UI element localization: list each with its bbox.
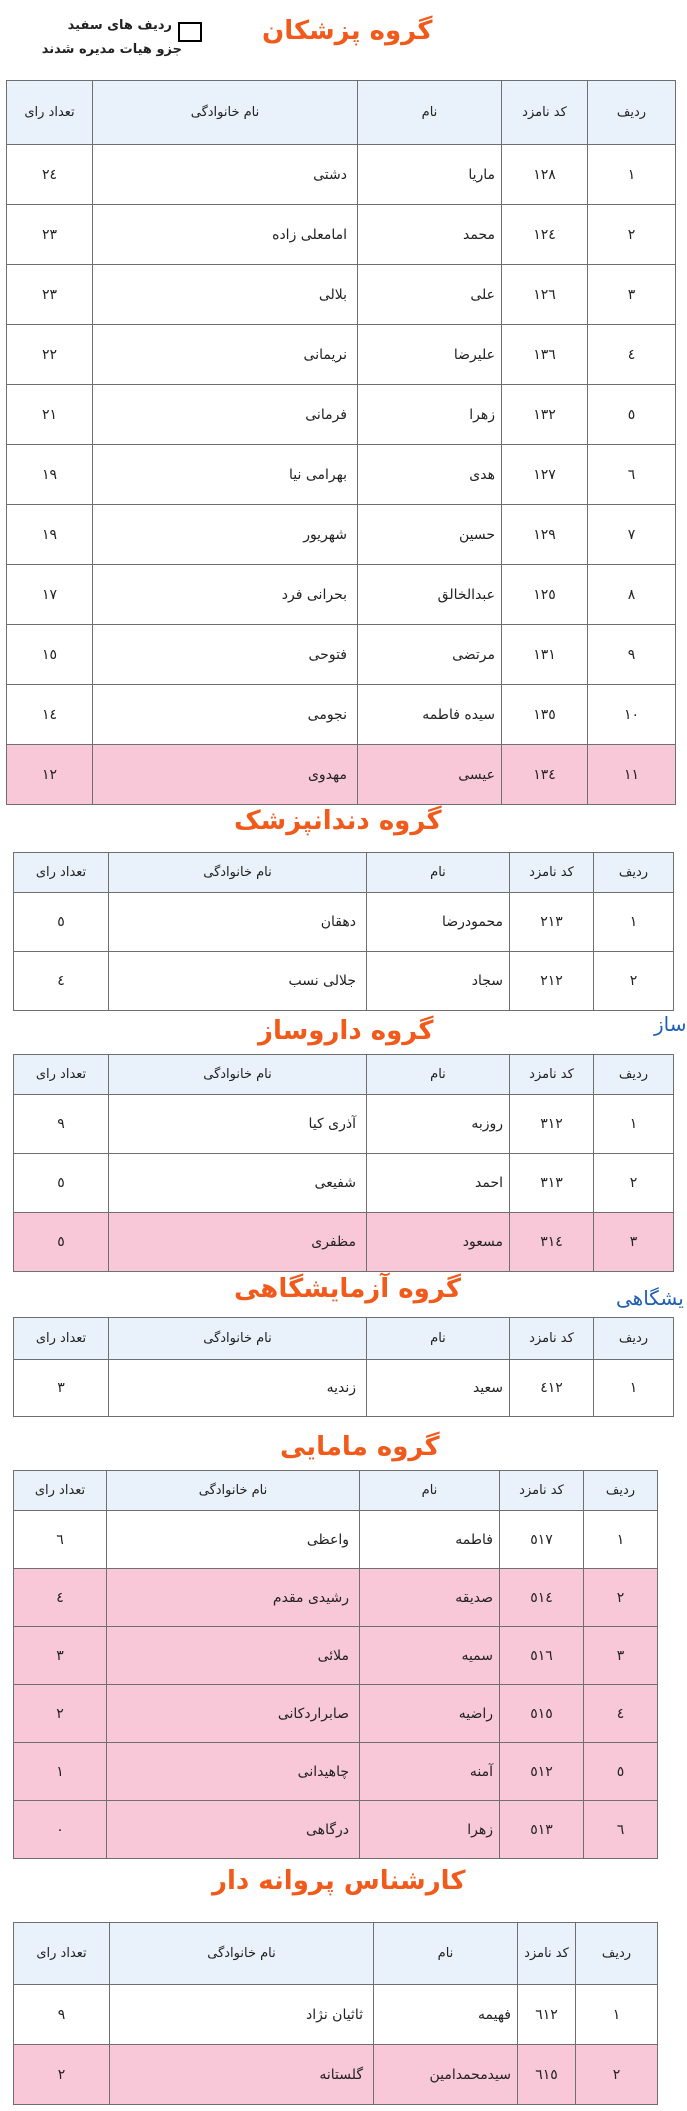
cell-name: مرتضی	[358, 625, 502, 685]
table-row	[14, 1154, 674, 1213]
cell-votes: ۱	[14, 1743, 107, 1801]
cell-name: آمنه	[360, 1743, 500, 1801]
cell-row: ٤	[584, 1685, 658, 1743]
table-row	[14, 2045, 658, 2105]
cell-name: روزبه	[367, 1095, 510, 1154]
table-row	[7, 445, 676, 505]
cell-code: ۱۳٦	[502, 325, 588, 385]
cell-code: ۱۲۹	[502, 505, 588, 565]
header-code: کد نامزد	[510, 853, 594, 893]
cell-row: ۲	[594, 1154, 674, 1213]
cell-name: مسعود	[367, 1213, 510, 1272]
cell-name: سجاد	[367, 952, 510, 1011]
cell-row: ۲	[576, 2045, 658, 2105]
cell-row: ۱	[584, 1511, 658, 1569]
cell-code: ۳۱٤	[510, 1213, 594, 1272]
group-title-licensed-expert: کارشناس پروانه دار	[212, 1866, 466, 1896]
cell-votes: ٥	[14, 1213, 109, 1272]
cell-votes: ۲٤	[7, 145, 93, 205]
cell-row: ۲	[594, 952, 674, 1011]
table-row	[14, 1985, 658, 2045]
cell-code: ٤۱۲	[510, 1360, 594, 1417]
cell-row: ۲	[588, 205, 676, 265]
table-row	[7, 505, 676, 565]
cell-family: فرمانی	[93, 385, 358, 445]
header-votes: تعداد رای	[7, 81, 93, 145]
cell-row: ٦	[588, 445, 676, 505]
cell-code: ٥۱٤	[500, 1569, 584, 1627]
cell-code: ۱۲٤	[502, 205, 588, 265]
cell-row: ۱	[594, 1095, 674, 1154]
header-code: کد نامزد	[510, 1055, 594, 1095]
cell-family: بلالی	[93, 265, 358, 325]
legend-text-line1: ردیف های سفید	[67, 18, 172, 33]
group-title-pharmacists: گروه داروساز	[258, 1016, 434, 1046]
table-row	[14, 893, 674, 952]
cell-row: ۲	[584, 1569, 658, 1627]
cell-family: دهقان	[109, 893, 367, 952]
cell-name: علی	[358, 265, 502, 325]
header-row: ردیف	[594, 853, 674, 893]
header-code: کد نامزد	[510, 1318, 594, 1360]
cell-name: سیده فاطمه	[358, 685, 502, 745]
cell-row: ۳	[594, 1213, 674, 1272]
cell-row: ۸	[588, 565, 676, 625]
table-laboratory	[13, 1317, 674, 1417]
cell-votes: ۱۹	[7, 445, 93, 505]
cell-family: چاهیدانی	[107, 1743, 360, 1801]
header-code: کد نامزد	[502, 81, 588, 145]
cell-name: فهیمه	[374, 1985, 518, 2045]
cell-row: ۱	[594, 893, 674, 952]
table-row	[14, 952, 674, 1011]
cell-family: دشتی	[93, 145, 358, 205]
cell-code: ٥۱۳	[500, 1801, 584, 1859]
cell-row: ۱۱	[588, 745, 676, 805]
cell-votes: ٤	[14, 952, 109, 1011]
header-row: ردیف	[588, 81, 676, 145]
cell-code: ٥۱۲	[500, 1743, 584, 1801]
table-row	[7, 265, 676, 325]
cell-votes: ٤	[14, 1569, 107, 1627]
cell-row: ۷	[588, 505, 676, 565]
cell-code: ۱۳٥	[502, 685, 588, 745]
cell-row: ٤	[588, 325, 676, 385]
cell-votes: ۱٤	[7, 685, 93, 745]
cell-votes: ۰	[14, 1801, 107, 1859]
cell-votes: ۱٥	[7, 625, 93, 685]
cell-votes: ۳	[14, 1627, 107, 1685]
table-licensed-expert	[13, 1922, 658, 2105]
table-row	[14, 1801, 658, 1859]
table-row	[7, 685, 676, 745]
cell-name: سیدمحمدامین	[374, 2045, 518, 2105]
cell-votes: ۲۳	[7, 265, 93, 325]
header-family: نام خانوادگی	[110, 1923, 374, 1985]
table-body	[7, 145, 676, 805]
cell-row: ۱	[588, 145, 676, 205]
cell-row: ۱	[576, 1985, 658, 2045]
table-body	[14, 1511, 658, 1859]
cell-code: ۱۲۸	[502, 145, 588, 205]
header-votes: تعداد رای	[14, 1923, 110, 1985]
cell-family: جلالی نسب	[109, 952, 367, 1011]
table-body	[14, 1095, 674, 1272]
table-pharmacists	[13, 1054, 674, 1272]
cell-family: فتوحی	[93, 625, 358, 685]
cell-family: نجومی	[93, 685, 358, 745]
header-name: نام	[367, 1318, 510, 1360]
cell-row: ٥	[584, 1743, 658, 1801]
cell-code: ۱۲٦	[502, 265, 588, 325]
cell-code: ۳۱۲	[510, 1095, 594, 1154]
table-row	[7, 205, 676, 265]
table-row	[7, 385, 676, 445]
cell-votes: ۲۱	[7, 385, 93, 445]
table-row	[14, 1095, 674, 1154]
cell-row: ۱	[594, 1360, 674, 1417]
cell-code: ۲۱۳	[510, 893, 594, 952]
header-family: نام خانوادگی	[107, 1471, 360, 1511]
cell-row: ۱۰	[588, 685, 676, 745]
cell-code: ۱۳۲	[502, 385, 588, 445]
cell-votes: ۲۳	[7, 205, 93, 265]
cell-family: بهرامی نیا	[93, 445, 358, 505]
cell-family: آذری کیا	[109, 1095, 367, 1154]
table-midwifery	[13, 1470, 658, 1859]
cell-votes: ۹	[14, 1095, 109, 1154]
cell-votes: ۲۲	[7, 325, 93, 385]
cell-code: ٦۱٥	[518, 2045, 576, 2105]
header-row: ردیف	[576, 1923, 658, 1985]
header-row: ردیف	[594, 1318, 674, 1360]
cell-votes: ٦	[14, 1511, 107, 1569]
cell-code: ۲۱۲	[510, 952, 594, 1011]
header-row: ردیف	[584, 1471, 658, 1511]
cell-code: ٥۱۷	[500, 1511, 584, 1569]
cell-family: امامعلی زاده	[93, 205, 358, 265]
cell-row: ٦	[584, 1801, 658, 1859]
header-name: نام	[360, 1471, 500, 1511]
cell-name: عبدالخالق	[358, 565, 502, 625]
cell-name: سمیه	[360, 1627, 500, 1685]
cell-votes: ۲	[14, 2045, 110, 2105]
header-code: کد نامزد	[518, 1923, 576, 1985]
stray-text-2: یشگاهی	[616, 1286, 684, 1310]
header-votes: تعداد رای	[14, 853, 109, 893]
table-row	[7, 745, 676, 805]
cell-name: سعید	[367, 1360, 510, 1417]
cell-name: حسین	[358, 505, 502, 565]
stray-text-1: ساز	[654, 1012, 687, 1036]
cell-code: ٦۱۲	[518, 1985, 576, 2045]
cell-name: صدیقه	[360, 1569, 500, 1627]
cell-votes: ۲	[14, 1685, 107, 1743]
cell-code: ۱۲٥	[502, 565, 588, 625]
cell-family: ثاثیان نژاد	[110, 1985, 374, 2045]
cell-code: ٥۱٥	[500, 1685, 584, 1743]
cell-family: مظفری	[109, 1213, 367, 1272]
cell-code: ۳۱۳	[510, 1154, 594, 1213]
table-body	[14, 893, 674, 1011]
cell-row: ۹	[588, 625, 676, 685]
header-name: نام	[358, 81, 502, 145]
cell-family: شفیعی	[109, 1154, 367, 1213]
table-row	[7, 145, 676, 205]
header-family: نام خانوادگی	[109, 1318, 367, 1360]
group-title-laboratory: گروه آزمایشگاهی	[234, 1274, 462, 1304]
cell-name: فاطمه	[360, 1511, 500, 1569]
cell-code: ۱۳۱	[502, 625, 588, 685]
cell-name: زهرا	[358, 385, 502, 445]
cell-name: راضیه	[360, 1685, 500, 1743]
legend-white-box	[178, 22, 202, 42]
cell-family: بحرانی فرد	[93, 565, 358, 625]
table-row	[7, 625, 676, 685]
header-name: نام	[367, 853, 510, 893]
cell-votes: ۳	[14, 1360, 109, 1417]
cell-row: ٥	[588, 385, 676, 445]
cell-votes: ۹	[14, 1985, 110, 2045]
cell-family: صابراردکانی	[107, 1685, 360, 1743]
cell-name: محمد	[358, 205, 502, 265]
cell-votes: ۱۲	[7, 745, 93, 805]
cell-name: احمد	[367, 1154, 510, 1213]
table-row	[14, 1213, 674, 1272]
header-code: کد نامزد	[500, 1471, 584, 1511]
table-row	[14, 1360, 674, 1417]
table-row	[14, 1743, 658, 1801]
cell-votes: ۱۷	[7, 565, 93, 625]
cell-family: نریمانی	[93, 325, 358, 385]
cell-family: گلستانه	[110, 2045, 374, 2105]
header-votes: تعداد رای	[14, 1318, 109, 1360]
header-family: نام خانوادگی	[93, 81, 358, 145]
group-title-midwifery: گروه مامایی	[280, 1432, 440, 1462]
table-row	[14, 1569, 658, 1627]
cell-code: ۱۳٤	[502, 745, 588, 805]
cell-family: ملائی	[107, 1627, 360, 1685]
cell-name: عیسی	[358, 745, 502, 805]
cell-name: ماریا	[358, 145, 502, 205]
cell-code: ۱۲۷	[502, 445, 588, 505]
header-row: ردیف	[594, 1055, 674, 1095]
cell-family: شهریور	[93, 505, 358, 565]
header-votes: تعداد رای	[14, 1055, 109, 1095]
table-body	[14, 1360, 674, 1417]
table-row	[7, 325, 676, 385]
group-title-dentists: گروه دندانپزشک	[234, 806, 442, 836]
header-votes: تعداد رای	[14, 1471, 107, 1511]
cell-family: واعظی	[107, 1511, 360, 1569]
table-row	[7, 565, 676, 625]
cell-votes: ٥	[14, 1154, 109, 1213]
header-family: نام خانوادگی	[109, 1055, 367, 1095]
cell-name: هدی	[358, 445, 502, 505]
cell-votes: ٥	[14, 893, 109, 952]
table-row	[14, 1627, 658, 1685]
table-dentists	[13, 852, 674, 1011]
header-name: نام	[374, 1923, 518, 1985]
cell-row: ۳	[584, 1627, 658, 1685]
cell-family: رشیدی مقدم	[107, 1569, 360, 1627]
table-row	[14, 1685, 658, 1743]
cell-family: زندیه	[109, 1360, 367, 1417]
cell-name: علیرضا	[358, 325, 502, 385]
legend-text-line2: جزو هیات مدیره شدند	[41, 42, 182, 57]
cell-name: زهرا	[360, 1801, 500, 1859]
table-body	[14, 1985, 658, 2105]
header-name: نام	[367, 1055, 510, 1095]
table-physicians	[6, 80, 676, 805]
table-row	[14, 1511, 658, 1569]
cell-code: ٥۱٦	[500, 1627, 584, 1685]
cell-row: ۳	[588, 265, 676, 325]
cell-family: مهدوی	[93, 745, 358, 805]
header-family: نام خانوادگی	[109, 853, 367, 893]
cell-votes: ۱۹	[7, 505, 93, 565]
group-title-physicians: گروه پزشکان	[262, 16, 433, 46]
cell-family: درگاهی	[107, 1801, 360, 1859]
cell-name: محمودرضا	[367, 893, 510, 952]
